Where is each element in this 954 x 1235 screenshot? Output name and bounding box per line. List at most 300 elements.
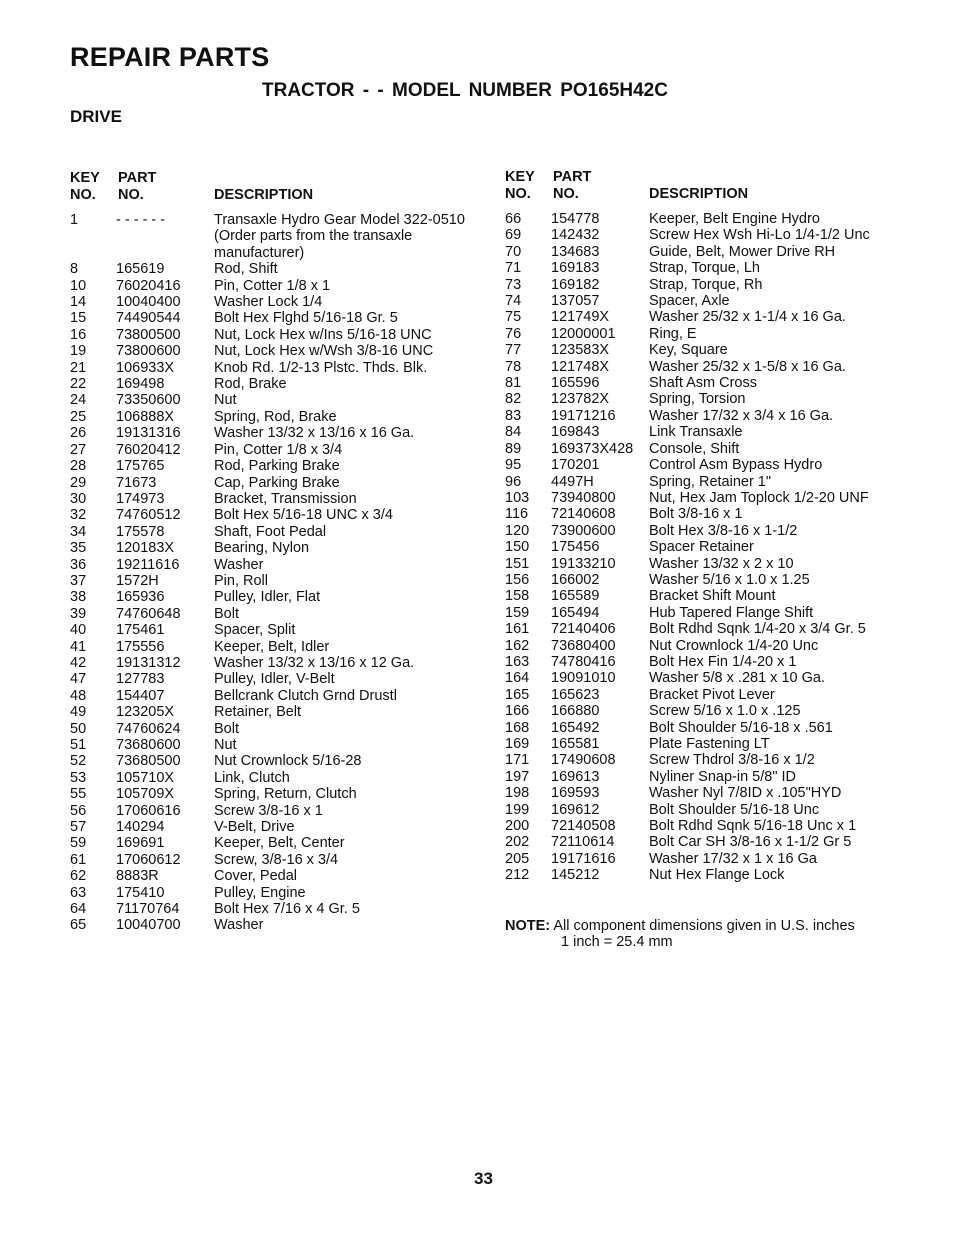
part-number: 105710X: [116, 769, 175, 786]
part-description: Bolt Hex 3/8-16 x 1-1/2: [649, 522, 798, 539]
part-description: Screw Thdrol 3/8-16 x 1/2: [649, 752, 815, 769]
part-number: 4497H: [551, 473, 594, 490]
table-row: [505, 605, 925, 621]
key-number: 75: [505, 309, 522, 326]
table-row: [70, 737, 490, 753]
note-label: NOTE:: [505, 918, 551, 934]
table-row: [70, 360, 490, 376]
table-row: [505, 818, 925, 834]
part-number: 175556: [116, 638, 165, 655]
description-header: DESCRIPTION: [649, 186, 749, 202]
part-description: Bolt Shoulder 5/16-18 Unc: [649, 801, 820, 818]
table-row: [70, 458, 490, 474]
part-number: 165596: [551, 375, 600, 392]
part-number: 175461: [116, 622, 165, 639]
key-number: 120: [505, 522, 530, 539]
key-number: 53: [70, 769, 87, 786]
part-number: 121749X: [551, 309, 610, 326]
part-number: 123205X: [116, 704, 175, 721]
part-description: Bolt: [214, 605, 239, 622]
key-number: 34: [70, 523, 87, 540]
part-description: Screw, 3/8-16 x 3/4: [214, 851, 339, 868]
part-number: 123782X: [551, 391, 610, 408]
key-number: 89: [505, 440, 522, 457]
key-number: 198: [505, 785, 530, 802]
part-description: Bolt 3/8-16 x 1: [649, 506, 743, 523]
table-row: [505, 638, 925, 654]
part-description: Cap, Parking Brake: [214, 474, 340, 491]
table-row: [70, 409, 490, 425]
part-description: Cover, Pedal: [214, 868, 298, 885]
key-header-line1: KEY: [505, 169, 535, 185]
part-number: 19211616: [116, 556, 180, 573]
key-number: 96: [505, 473, 522, 490]
part-header-line2: NO.: [118, 187, 144, 203]
key-number: 47: [70, 671, 87, 688]
table-row: [505, 834, 925, 850]
key-number: 61: [70, 851, 87, 868]
table-row: [505, 736, 925, 752]
key-number: 16: [70, 326, 87, 343]
table-row: [505, 523, 925, 539]
table-row: [70, 671, 490, 687]
table-row: [70, 278, 490, 294]
table-row: [505, 703, 925, 719]
part-description: Washer Lock 1/4: [214, 294, 323, 311]
table-row: [505, 375, 925, 391]
key-number: 71: [505, 260, 522, 277]
part-number: 10040400: [116, 294, 181, 311]
part-number: 73800500: [116, 326, 181, 343]
part-description: Transaxle Hydro Gear Model 322-0510 (Order parts from the transaxle manufacturer): [214, 212, 465, 261]
part-number: 73680400: [551, 637, 616, 654]
part-description: Shaft Asm Cross: [649, 375, 757, 392]
part-number: 169613: [551, 768, 600, 785]
table-row: [70, 425, 490, 441]
part-number: 72140406: [551, 621, 616, 638]
part-description: Bearing, Nylon: [214, 540, 310, 557]
part-description: Screw Hex Wsh Hi-Lo 1/4-1/2 Unc: [649, 227, 870, 244]
part-number: 170201: [551, 457, 600, 474]
key-number: 202: [505, 834, 530, 851]
part-number: 72140508: [551, 818, 616, 835]
part-number: 165619: [116, 261, 165, 278]
part-description: Screw 3/8-16 x 1: [214, 802, 323, 819]
table-row: [505, 802, 925, 818]
part-description: Nyliner Snap-in 5/8" ID: [649, 768, 796, 785]
key-number: 36: [70, 556, 87, 573]
part-number: - - - - - -: [116, 212, 166, 228]
part-description: Washer 13/32 x 13/16 x 16 Ga.: [214, 425, 415, 442]
part-number: 175456: [551, 539, 600, 556]
part-description: Bolt Shoulder 5/16-18 x .561: [649, 719, 833, 736]
table-row: [505, 474, 925, 490]
part-number: 169182: [551, 276, 600, 293]
part-number: 73350600: [116, 392, 181, 409]
key-number: 24: [70, 392, 87, 409]
part-description: Bolt Car SH 3/8-16 x 1-1/2 Gr 5: [649, 834, 852, 851]
key-number: 156: [505, 571, 530, 588]
key-header-line2: NO.: [505, 186, 531, 202]
part-description: Nut Hex Flange Lock: [649, 867, 785, 884]
key-number: 42: [70, 654, 87, 671]
key-number: 38: [70, 589, 87, 606]
part-number: 1572H: [116, 572, 159, 589]
table-row: [70, 442, 490, 458]
key-number: 35: [70, 540, 87, 557]
table-row: [505, 227, 925, 243]
table-row: [70, 327, 490, 343]
part-number: 165936: [116, 589, 165, 606]
part-description: Pulley, Idler, V-Belt: [214, 671, 335, 688]
part-number: 127783: [116, 671, 165, 688]
part-description: Bolt Hex 5/16-18 UNC x 3/4: [214, 507, 393, 524]
part-number: 17490608: [551, 752, 616, 769]
parts-rows: [505, 211, 925, 884]
key-number: 25: [70, 408, 87, 425]
part-number: 106933X: [116, 359, 175, 376]
part-description: Bracket Shift Mount: [649, 588, 776, 605]
key-number: 81: [505, 375, 522, 392]
key-number: 49: [70, 704, 87, 721]
table-row: [505, 539, 925, 555]
key-number: 161: [505, 621, 530, 638]
part-description: Key, Square: [649, 342, 728, 359]
table-row: [505, 457, 925, 473]
part-description: Washer 5/16 x 1.0 x 1.25: [649, 571, 810, 588]
key-number: 78: [505, 358, 522, 375]
parts-list-header: [70, 170, 490, 212]
key-number: 8: [70, 261, 79, 278]
table-row: [505, 326, 925, 342]
table-row: [505, 572, 925, 588]
part-description: Shaft, Foot Pedal: [214, 523, 327, 540]
key-number: 169: [505, 736, 530, 752]
table-row: [70, 901, 490, 917]
part-number: 71673: [116, 474, 157, 491]
table-row: [70, 589, 490, 605]
key-number: 52: [70, 753, 87, 770]
table-row: [505, 867, 925, 883]
part-number: 73900600: [551, 522, 616, 539]
part-description: Bolt Hex 7/16 x 4 Gr. 5: [214, 901, 360, 918]
table-row: [505, 654, 925, 670]
part-description: Washer 5/8 x .281 x 10 Ga.: [649, 670, 825, 687]
key-number: 57: [70, 819, 87, 836]
part-description: Pin, Cotter 1/8 x 1: [214, 277, 331, 294]
part-number: 121748X: [551, 358, 610, 375]
table-row: [505, 309, 925, 325]
part-number: 19133210: [551, 555, 616, 572]
part-description: Washer Nyl 7/8ID x .105"HYD: [649, 785, 842, 802]
key-number: 15: [70, 310, 87, 327]
part-description: Bolt Hex Fin 1/4-20 x 1: [649, 653, 797, 670]
table-row: [70, 343, 490, 359]
description-header: DESCRIPTION: [214, 187, 314, 203]
table-row: [70, 868, 490, 884]
key-number: 77: [505, 342, 522, 359]
table-row: [505, 441, 925, 457]
table-row: [505, 490, 925, 506]
key-number: 26: [70, 425, 87, 442]
key-number: 74: [505, 293, 522, 310]
part-number: 74490544: [116, 310, 181, 327]
parts-list-header: [505, 169, 925, 211]
parts-list-right: [505, 169, 925, 884]
part-description: Washer 13/32 x 13/16 x 12 Ga.: [214, 654, 415, 671]
table-row: [70, 212, 490, 261]
key-number: 163: [505, 653, 530, 670]
part-number: 73680600: [116, 737, 181, 753]
part-description: Washer 25/32 x 1-1/4 x 16 Ga.: [649, 309, 846, 326]
key-number: 50: [70, 720, 87, 737]
part-number: 74760624: [116, 720, 181, 737]
part-description: Pin, Cotter 1/8 x 3/4: [214, 441, 343, 458]
part-number: 134683: [551, 243, 600, 260]
part-number: 123583X: [551, 342, 610, 359]
part-number: 19131316: [116, 425, 181, 442]
table-row: [505, 391, 925, 407]
part-description: Console, Shift: [649, 440, 740, 457]
part-description: Spacer Retainer: [649, 539, 754, 556]
table-row: [70, 688, 490, 704]
part-description: Bolt Rdhd Sqnk 5/16-18 Unc x 1: [649, 818, 857, 835]
table-row: [70, 819, 490, 835]
part-number: 76020416: [116, 277, 181, 294]
part-number: 174973: [116, 490, 165, 507]
part-description: Screw 5/16 x 1.0 x .125: [649, 703, 801, 720]
key-number: 56: [70, 802, 87, 819]
table-row: [505, 293, 925, 309]
table-row: [70, 803, 490, 819]
part-number: 73800600: [116, 343, 181, 360]
part-number: 105709X: [116, 786, 175, 803]
key-number: 59: [70, 835, 87, 852]
key-number: 199: [505, 801, 530, 818]
part-number: 165492: [551, 719, 600, 736]
part-number: 17060616: [116, 802, 181, 819]
part-number: 10040700: [116, 917, 181, 934]
key-number: 63: [70, 884, 87, 901]
table-row: [505, 342, 925, 358]
part-description: Spring, Return, Clutch: [214, 786, 357, 803]
table-row: [70, 835, 490, 851]
part-number: 106888X: [116, 408, 175, 425]
part-description: Control Asm Bypass Hydro: [649, 457, 823, 474]
table-row: [70, 540, 490, 556]
table-row: [70, 704, 490, 720]
part-number: 19131312: [116, 654, 181, 671]
key-number: 40: [70, 622, 87, 639]
part-description: Keeper, Belt, Idler: [214, 638, 330, 655]
part-description: Knob Rd. 1/2-13 Plstc. Thds. Blk.: [214, 359, 428, 376]
key-number: 82: [505, 391, 522, 408]
table-row: [505, 687, 925, 703]
table-row: [70, 573, 490, 589]
part-description: Guide, Belt, Mower Drive RH: [649, 243, 836, 260]
key-number: 29: [70, 474, 87, 491]
table-row: [70, 852, 490, 868]
part-description: Washer 13/32 x 2 x 10: [649, 555, 794, 572]
key-number: 165: [505, 686, 530, 703]
table-row: [70, 721, 490, 737]
key-number: 197: [505, 768, 530, 785]
table-row: [505, 211, 925, 227]
key-number: 10: [70, 277, 87, 294]
part-number: 175578: [116, 523, 165, 540]
key-number: 166: [505, 703, 530, 720]
part-description: Spring, Retainer 1": [649, 473, 772, 490]
key-number: 19: [70, 343, 87, 360]
key-number: 212: [505, 867, 530, 884]
part-number: 72110614: [551, 834, 615, 851]
part-description: Nut: [214, 392, 237, 409]
table-row: [70, 310, 490, 326]
key-number: 62: [70, 868, 87, 885]
key-number: 83: [505, 407, 522, 424]
part-description: Keeper, Belt Engine Hydro: [649, 211, 820, 227]
note-text: All component dimensions given in U.S. inches: [553, 918, 855, 934]
part-description: Keeper, Belt, Center: [214, 835, 345, 852]
part-description: Bolt Rdhd Sqnk 1/4-20 x 3/4 Gr. 5: [649, 621, 866, 638]
table-row: [505, 244, 925, 260]
key-number: 64: [70, 901, 87, 918]
part-number: 145212: [551, 867, 600, 884]
table-row: [70, 261, 490, 277]
part-description: Bellcrank Clutch Grnd Drustl: [214, 687, 397, 704]
part-description: Nut Crownlock 5/16-28: [214, 753, 362, 770]
part-description: Pulley, Idler, Flat: [214, 589, 321, 606]
table-row: [70, 557, 490, 573]
key-number: 41: [70, 638, 87, 655]
key-number: 39: [70, 605, 87, 622]
part-description: Bracket Pivot Lever: [649, 686, 775, 703]
key-number: 70: [505, 243, 522, 260]
part-number: 71170764: [116, 901, 180, 918]
table-row: [505, 670, 925, 686]
part-header-line1: PART: [553, 169, 592, 185]
page-title: REPAIR PARTS: [70, 42, 270, 72]
part-description: Pin, Roll: [214, 572, 268, 589]
table-row: [505, 621, 925, 637]
part-number: 76020412: [116, 441, 181, 458]
table-row: [505, 408, 925, 424]
key-number: 73: [505, 276, 522, 293]
key-number: 28: [70, 458, 87, 475]
part-description: Spacer, Axle: [649, 293, 730, 310]
table-row: [70, 524, 490, 540]
section-heading: DRIVE: [70, 107, 122, 126]
key-number: 51: [70, 737, 87, 753]
table-row: [70, 491, 490, 507]
part-description: Washer 25/32 x 1-5/8 x 16 Ga.: [649, 358, 846, 375]
part-number: 72140608: [551, 506, 616, 523]
table-row: [505, 851, 925, 867]
part-number: 74780416: [551, 653, 616, 670]
part-number: 166880: [551, 703, 600, 720]
table-row: [70, 392, 490, 408]
part-number: 137057: [551, 293, 600, 310]
part-description: Nut, Hex Jam Toplock 1/2-20 UNF: [649, 489, 869, 506]
table-row: [70, 786, 490, 802]
table-row: [505, 556, 925, 572]
part-description: Ring, E: [649, 325, 697, 342]
part-description: Washer 17/32 x 3/4 x 16 Ga.: [649, 407, 834, 424]
table-row: [70, 622, 490, 638]
part-description: V-Belt, Drive: [214, 819, 295, 836]
part-description: Pulley, Engine: [214, 884, 306, 901]
key-number: 21: [70, 359, 87, 376]
part-number: 154778: [551, 211, 600, 227]
part-number: 169373X428: [551, 440, 634, 457]
part-description: Link, Clutch: [214, 769, 290, 786]
part-number: 165623: [551, 686, 600, 703]
part-number: 166002: [551, 571, 600, 588]
table-row: [70, 770, 490, 786]
key-header-line2: NO.: [70, 187, 96, 203]
table-row: [70, 655, 490, 671]
note-conversion: 1 inch = 25.4 mm: [561, 934, 673, 951]
part-number: 169691: [116, 835, 165, 852]
part-header-line2: NO.: [553, 186, 579, 202]
table-row: [505, 359, 925, 375]
part-description: Retainer, Belt: [214, 704, 302, 721]
key-number: 30: [70, 490, 87, 507]
table-row: [505, 769, 925, 785]
part-number: 165589: [551, 588, 600, 605]
part-number: 169612: [551, 801, 600, 818]
part-description: Washer: [214, 556, 264, 573]
key-number: 151: [505, 555, 530, 572]
part-description: Bolt: [214, 720, 239, 737]
part-description: Spring, Rod, Brake: [214, 408, 337, 425]
part-description: Nut, Lock Hex w/Ins 5/16-18 UNC: [214, 326, 432, 343]
table-row: [70, 294, 490, 310]
key-number: 32: [70, 507, 87, 524]
part-number: 120183X: [116, 540, 175, 557]
table-row: [70, 753, 490, 769]
table-row: [505, 785, 925, 801]
part-description: Strap, Torque, Rh: [649, 276, 763, 293]
key-number: 159: [505, 604, 530, 621]
part-description: Rod, Parking Brake: [214, 458, 340, 475]
part-number: 74760512: [116, 507, 181, 524]
part-description: Spacer, Split: [214, 622, 296, 639]
key-number: 200: [505, 818, 530, 835]
part-number: 73940800: [551, 489, 616, 506]
dimension-note: [505, 918, 925, 951]
key-number: 116: [505, 506, 529, 523]
part-number: 19171616: [551, 850, 616, 867]
part-number: 169498: [116, 376, 165, 393]
part-description: Nut Crownlock 1/4-20 Unc: [649, 637, 819, 654]
part-number: 169183: [551, 260, 600, 277]
part-number: 74760648: [116, 605, 181, 622]
table-row: [505, 506, 925, 522]
part-description: Hub Tapered Flange Shift: [649, 604, 814, 621]
part-number: 175765: [116, 458, 165, 475]
part-number: 175410: [116, 884, 165, 901]
key-number: 37: [70, 572, 87, 589]
key-number: 103: [505, 489, 530, 506]
table-row: [70, 606, 490, 622]
parts-rows: [70, 212, 490, 934]
table-row: [505, 720, 925, 736]
key-header-line1: KEY: [70, 170, 100, 186]
key-number: 95: [505, 457, 522, 474]
key-number: 55: [70, 786, 87, 803]
part-description: Bracket, Transmission: [214, 490, 357, 507]
